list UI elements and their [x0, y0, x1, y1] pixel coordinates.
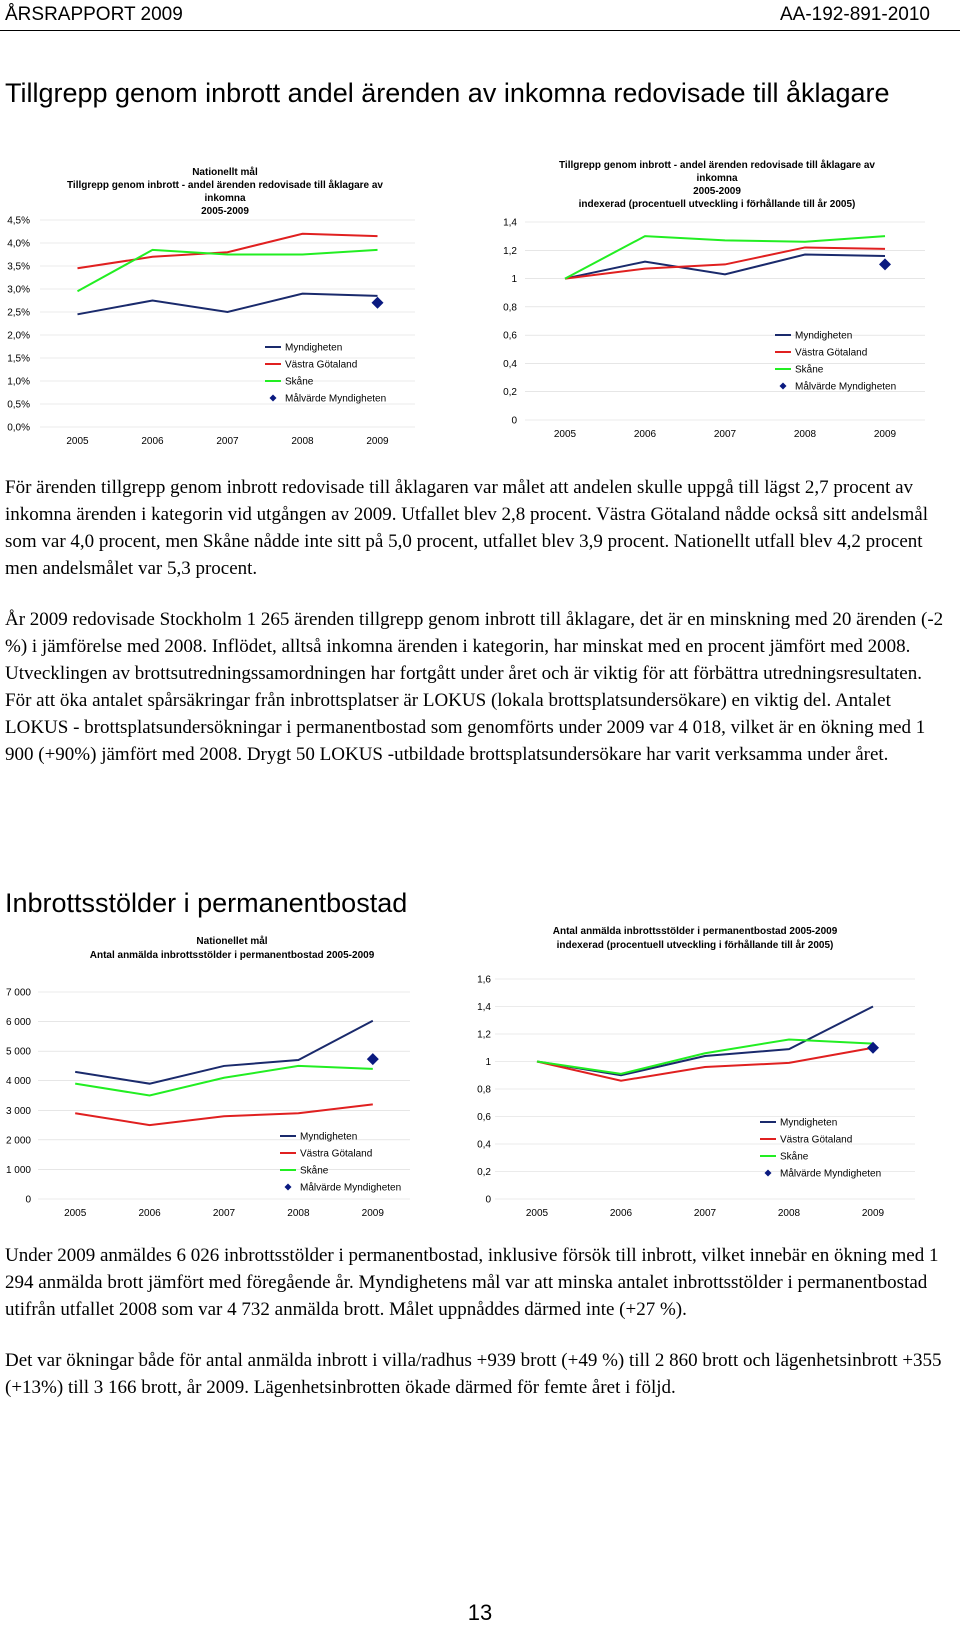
legend-label: Västra Götaland	[795, 348, 867, 359]
y-tick-label: 0,4	[477, 1140, 491, 1151]
target-marker	[879, 258, 891, 270]
paragraph: För ärenden tillgrepp genom inbrott redovisade till åklagaren var målet att andelen skulle uppgå till lägst 2,7 procent av inkomna ärenden i kategorin vid utgången av 2009. Utfallet blev 2,8 procent. Västra Götaland nådde också sitt andelsmål som var 4,0 procent, men Skåne nådde inte sitt på 5,0 procent, utfallet blev 3,9 procent. Nationellt utfall blev 4,2 procent men andelsmålet var 5,3 procent.	[5, 474, 945, 582]
x-tick-label: 2005	[64, 1208, 87, 1219]
legend-label: Skåne	[285, 376, 314, 388]
legend-label: Myndigheten	[795, 331, 852, 342]
document-number: AA-192-891-2010	[780, 4, 930, 26]
y-tick-label: 0,6	[477, 1112, 491, 1123]
y-tick-label: 4 000	[6, 1076, 31, 1087]
x-tick-label: 2005	[526, 1208, 549, 1219]
series-line-2	[78, 234, 378, 268]
report-title: ÅRSRAPPORT 2009	[5, 4, 183, 26]
y-tick-label: 0,8	[477, 1085, 491, 1096]
y-tick-label: 2,5%	[7, 308, 30, 319]
y-tick-label: 4,5%	[7, 216, 30, 227]
legend-swatch	[780, 383, 787, 390]
chart-indexerad-antal	[455, 918, 935, 1228]
y-tick-label: 0	[25, 1195, 31, 1206]
series-line-1	[565, 255, 885, 279]
section1-text	[5, 474, 945, 768]
legend-label: Skåne	[795, 364, 824, 376]
x-tick-label: 2006	[634, 429, 657, 440]
y-tick-label: 1,2	[477, 1030, 491, 1041]
chart-title-line: 2005-2009	[693, 186, 741, 197]
legend-label: Västra Götaland	[780, 1135, 852, 1146]
x-tick-label: 2008	[291, 436, 314, 447]
y-tick-label: 1	[485, 1057, 491, 1068]
section-heading-tillgrepp: Tillgrepp genom inbrott andel ärenden av inkomna redovisade till åklagare	[5, 76, 935, 110]
x-tick-label: 2009	[362, 1208, 385, 1219]
y-tick-label: 1 000	[6, 1165, 31, 1176]
chart-title-line: Tillgrepp genom inbrott - andel ärenden redovisade till åklagare av	[67, 179, 383, 191]
x-tick-label: 2007	[213, 1208, 236, 1219]
y-tick-label: 0,0%	[7, 423, 30, 434]
x-tick-label: 2009	[366, 436, 389, 447]
y-tick-label: 0,4	[503, 359, 517, 370]
y-tick-label: 1,4	[503, 218, 517, 229]
y-tick-label: 1,4	[477, 1002, 491, 1013]
target-marker	[367, 1053, 379, 1065]
x-tick-label: 2007	[216, 436, 239, 447]
legend-label: Skåne	[300, 1165, 329, 1177]
chart-nationellt-mal-andel	[0, 162, 430, 457]
y-tick-label: 2,0%	[7, 331, 30, 342]
y-tick-label: 1	[511, 274, 517, 285]
x-tick-label: 2006	[138, 1208, 161, 1219]
chart-title-line: Antal anmälda inbrottsstölder i permanentbostad 2005-2009	[553, 926, 838, 937]
y-tick-label: 3,0%	[7, 285, 30, 296]
legend-swatch	[285, 1184, 292, 1191]
x-tick-label: 2006	[610, 1208, 633, 1219]
series-line-1	[75, 1021, 373, 1084]
y-tick-label: 0,2	[503, 387, 517, 398]
y-tick-label: 0,2	[477, 1167, 491, 1178]
chart-nationellt-mal-antal	[0, 928, 450, 1228]
y-tick-label: 0,5%	[7, 400, 30, 411]
y-tick-label: 1,6	[477, 975, 491, 986]
x-tick-label: 2008	[287, 1208, 310, 1219]
y-tick-label: 7 000	[6, 988, 31, 999]
chart-title-line: Nationellt mål	[192, 166, 258, 178]
legend-label: Myndigheten	[285, 343, 342, 354]
y-tick-label: 6 000	[6, 1017, 31, 1028]
y-tick-label: 5 000	[6, 1047, 31, 1058]
chart-indexerad-andel	[495, 155, 935, 455]
legend-swatch	[765, 1170, 772, 1177]
legend-label: Målvärde Myndigheten	[285, 393, 386, 405]
legend-label: Målvärde Myndigheten	[795, 381, 896, 393]
series-line-3	[78, 250, 378, 291]
legend-swatch	[270, 395, 277, 402]
series-line-2	[75, 1104, 373, 1125]
y-tick-label: 1,0%	[7, 377, 30, 388]
chart-title-line: Nationellet mål	[196, 935, 267, 947]
x-tick-label: 2009	[874, 429, 897, 440]
legend-label: Myndigheten	[780, 1118, 837, 1129]
x-tick-label: 2007	[694, 1208, 717, 1219]
legend-label: Västra Götaland	[300, 1149, 372, 1160]
y-tick-label: 1,2	[503, 246, 517, 257]
y-tick-label: 0	[511, 416, 517, 427]
chart-title-line: inkomna	[204, 193, 246, 204]
section2-text	[5, 1242, 945, 1401]
header-divider	[0, 30, 960, 31]
legend-label: Skåne	[780, 1151, 809, 1163]
chart-title-line: Tillgrepp genom inbrott - andel ärenden redovisade till åklagare av	[559, 159, 875, 171]
series-line-1	[78, 294, 378, 315]
y-tick-label: 0,6	[503, 331, 517, 342]
x-tick-label: 2008	[778, 1208, 801, 1219]
x-tick-label: 2005	[554, 429, 577, 440]
legend-label: Västra Götaland	[285, 360, 357, 371]
x-tick-label: 2007	[714, 429, 737, 440]
y-tick-label: 0	[485, 1195, 491, 1206]
x-tick-label: 2005	[66, 436, 89, 447]
y-tick-label: 0,8	[503, 302, 517, 313]
target-marker	[372, 297, 384, 309]
x-tick-label: 2006	[141, 436, 164, 447]
paragraph: Det var ökningar både för antal anmälda inbrott i villa/radhus +939 brott (+49 %) till 2 860 brott och lägenhetsinbrott +355 (+13%) till 3 166 brott, år 2009. Lägenhetsinbrotten ökade därmed för femte året i följd.	[5, 1347, 945, 1401]
chart-title-line: Antal anmälda inbrottsstölder i permanentbostad 2005-2009	[90, 950, 375, 961]
y-tick-label: 3,5%	[7, 262, 30, 273]
chart-title-line: 2005-2009	[201, 206, 249, 217]
legend-label: Målvärde Myndigheten	[300, 1182, 401, 1194]
chart-title-line: indexerad (procentuell utveckling i förhållande till år 2005)	[579, 198, 856, 210]
x-tick-label: 2009	[862, 1208, 885, 1219]
legend-label: Myndigheten	[300, 1132, 357, 1143]
y-tick-label: 1,5%	[7, 354, 30, 365]
chart-title-line: inkomna	[696, 173, 738, 184]
chart-title-line: indexerad (procentuell utveckling i förhållande till år 2005)	[557, 939, 834, 951]
page-number: 13	[0, 1600, 960, 1626]
x-tick-label: 2008	[794, 429, 817, 440]
section-heading-inbrottsstolder: Inbrottsstölder i permanentbostad	[5, 888, 407, 919]
y-tick-label: 4,0%	[7, 239, 30, 250]
paragraph: Under 2009 anmäldes 6 026 inbrottsstölder i permanentbostad, inklusive försök till inbrott, vilket innebär en ökning med 1 294 anmälda brott jämfört med föregående år. Myndighetens mål var att minska antalet inbrottsstölder i permanentbostad utifrån utfallet 2008 som var 4 732 anmälda brott. Målet uppnåddes därmed inte (+27 %).	[5, 1242, 945, 1323]
paragraph: År 2009 redovisade Stockholm 1 265 ärenden tillgrepp genom inbrott till åklagare, det är en minskning med 20 ärenden (-2 %) i jämförelse med 2008. Inflödet, alltså inkomna ärenden i kategorin, har minskat med en procent jämfört med 2008. Utvecklingen av brottsutredningssamordningen har fortgått under året och är viktig för att förbättra utredningsresultaten. För att öka antalet spårsäkringar från inbrottsplatser är LOKUS (lokala brottsplatsundersökare) en viktig del. Antalet LOKUS - brottsplatsundersökningar i permanentbostad som genomförts under 2009 var 4 018, vilket är en ökning med 1 900 (+90%) jämfört med 2008. Drygt 50 LOKUS -utbildade brottsplatsundersökare har varit verksamma under året.	[5, 606, 945, 768]
y-tick-label: 3 000	[6, 1106, 31, 1117]
legend-label: Målvärde Myndigheten	[780, 1168, 881, 1180]
y-tick-label: 2 000	[6, 1135, 31, 1146]
